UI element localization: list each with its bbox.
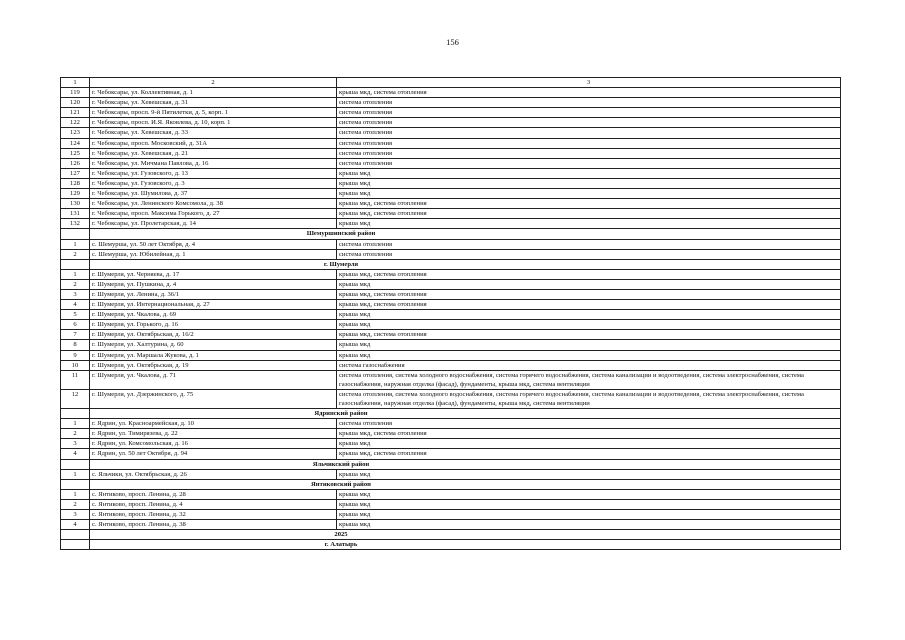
table-row bbox=[61, 199, 841, 209]
section-row bbox=[61, 229, 841, 239]
row-address: с. Янтиково, просп. Ленина, д. 38 bbox=[90, 520, 337, 530]
table-row bbox=[61, 148, 841, 158]
row-works: система отопления, система холодного водоснабжения, система горячего водоснабжения, система канализации и водоотведения, система электроснабжения, система газоснабжения, наружная отделка (фасад), фундаменты, крыша мкд, система вентиляции bbox=[337, 370, 841, 389]
row-number: 125 bbox=[61, 148, 90, 158]
section-heading: Яльчикский район bbox=[90, 459, 841, 469]
row-number: 1 bbox=[61, 269, 90, 279]
table-row bbox=[61, 340, 841, 350]
row-works: система отопления bbox=[337, 249, 841, 259]
section-spacer bbox=[61, 259, 90, 269]
row-works: крыша мкд bbox=[337, 350, 841, 360]
row-address: г. Ядрин, ул. 50 лет Октября, д. 94 bbox=[90, 449, 337, 459]
row-number: 12 bbox=[61, 389, 90, 408]
row-number: 127 bbox=[61, 168, 90, 178]
row-address: г. Шумерля, ул. Чкалова, д. 69 bbox=[90, 310, 337, 320]
row-number: 131 bbox=[61, 209, 90, 219]
row-works: крыша мкд bbox=[337, 189, 841, 199]
row-address: г. Ядрин, ул. Тимирязева, д. 22 bbox=[90, 429, 337, 439]
row-address: г. Шумерля, ул. Маршала Жукова, д. 1 bbox=[90, 350, 337, 360]
row-number: 4 bbox=[61, 449, 90, 459]
row-number: 1 bbox=[61, 239, 90, 249]
table-row bbox=[61, 520, 841, 530]
row-works: крыша мкд bbox=[337, 499, 841, 509]
row-address: с. Шемурша, ул. 50 лет Октября, д. 4 bbox=[90, 239, 337, 249]
row-address: г. Чебоксары, просп. И.Я. Яковлева, д. 10, корп. 1 bbox=[90, 118, 337, 128]
row-works: крыша мкд, система отопления bbox=[337, 289, 841, 299]
row-address: г. Чебоксары, ул. Гузовского, д. 13 bbox=[90, 168, 337, 178]
row-works: крыша мкд, система отопления bbox=[337, 88, 841, 98]
row-works: система отопления, система холодного водоснабжения, система горячего водоснабжения, система канализации и водоотведения, система электроснабжения, система газоснабжения, наружная отделка (фасад), фундаменты, крыша мкд, система вентиляции bbox=[337, 389, 841, 408]
section-spacer bbox=[61, 479, 90, 489]
row-number: 128 bbox=[61, 178, 90, 188]
row-works: крыша мкд, система отопления bbox=[337, 300, 841, 310]
row-number: 130 bbox=[61, 199, 90, 209]
table-row bbox=[61, 269, 841, 279]
row-number: 5 bbox=[61, 310, 90, 320]
table-row bbox=[61, 489, 841, 499]
row-address: г. Шумерля, ул. Черняева, д. 17 bbox=[90, 269, 337, 279]
row-works: система отопления bbox=[337, 138, 841, 148]
row-works: крыша мкд, система отопления bbox=[337, 449, 841, 459]
table-row bbox=[61, 320, 841, 330]
row-number: 4 bbox=[61, 520, 90, 530]
page-number: 156 bbox=[446, 37, 459, 47]
row-address: г. Шумерля, ул. Ленина, д. 36/1 bbox=[90, 289, 337, 299]
row-works: система отопления bbox=[337, 158, 841, 168]
row-address: г. Шумерля, ул. Дзержинского, д. 75 bbox=[90, 389, 337, 408]
row-number: 6 bbox=[61, 320, 90, 330]
row-number: 10 bbox=[61, 360, 90, 370]
row-number: 120 bbox=[61, 98, 90, 108]
row-works: крыша мкд, система отопления bbox=[337, 429, 841, 439]
row-works: крыша мкд bbox=[337, 310, 841, 320]
table-row bbox=[61, 370, 841, 389]
row-number: 1 bbox=[61, 489, 90, 499]
row-address: г. Шумерля, ул. Чкалова, д. 71 bbox=[90, 370, 337, 389]
table-row bbox=[61, 98, 841, 108]
row-works: крыша мкд bbox=[337, 469, 841, 479]
table-row bbox=[61, 108, 841, 118]
row-number: 2 bbox=[61, 429, 90, 439]
row-address: г. Чебоксары, ул. Шумилова, д. 37 bbox=[90, 189, 337, 199]
section-row bbox=[61, 459, 841, 469]
row-works: крыша мкд bbox=[337, 168, 841, 178]
row-address: г. Чебоксары, ул. Ленинского Комсомола, д. 38 bbox=[90, 199, 337, 209]
row-works: крыша мкд bbox=[337, 439, 841, 449]
row-address: г. Шумерля, ул. Горького, д. 16 bbox=[90, 320, 337, 330]
row-address: г. Ядрин, ул. Красноармейская, д. 10 bbox=[90, 419, 337, 429]
column-header-works: 3 bbox=[337, 78, 841, 88]
row-works: система газоснабжения bbox=[337, 360, 841, 370]
column-header-address: 2 bbox=[90, 78, 337, 88]
row-works: система отопления bbox=[337, 108, 841, 118]
row-number: 3 bbox=[61, 439, 90, 449]
row-address: г. Шумерля, ул. Пушкина, д. 4 bbox=[90, 279, 337, 289]
row-works: крыша мкд bbox=[337, 489, 841, 499]
row-works: крыша мкд bbox=[337, 320, 841, 330]
row-works: крыша мкд bbox=[337, 279, 841, 289]
repair-program-table bbox=[60, 77, 841, 550]
row-address: с. Янтиково, просп. Ленина, д. 28 bbox=[90, 489, 337, 499]
row-works: крыша мкд, система отопления bbox=[337, 269, 841, 279]
row-works: система отопления bbox=[337, 239, 841, 249]
row-works: крыша мкд bbox=[337, 520, 841, 530]
row-number: 121 bbox=[61, 108, 90, 118]
row-works: система отопления bbox=[337, 419, 841, 429]
section-heading: г. Алатырь bbox=[90, 540, 841, 550]
row-number: 2 bbox=[61, 499, 90, 509]
row-address: г. Шумерля, ул. Халтурина, д. 60 bbox=[90, 340, 337, 350]
row-works: крыша мкд bbox=[337, 340, 841, 350]
section-heading: г. Шумерля bbox=[90, 259, 841, 269]
table-row bbox=[61, 88, 841, 98]
section-spacer bbox=[61, 409, 90, 419]
table-row bbox=[61, 469, 841, 479]
table-row bbox=[61, 419, 841, 429]
row-address: г. Шумерля, ул. Интернациональная, д. 27 bbox=[90, 300, 337, 310]
row-number: 1 bbox=[61, 419, 90, 429]
table-row bbox=[61, 279, 841, 289]
row-address: г. Чебоксары, просп. 9-й Пятилетки, д. 5, корп. 1 bbox=[90, 108, 337, 118]
row-works: система отопления bbox=[337, 148, 841, 158]
row-works: крыша мкд bbox=[337, 510, 841, 520]
section-spacer bbox=[61, 459, 90, 469]
row-address: г. Чебоксары, ул. Хевешская, д. 33 bbox=[90, 128, 337, 138]
row-works: крыша мкд, система отопления bbox=[337, 209, 841, 219]
table-row bbox=[61, 178, 841, 188]
section-spacer bbox=[61, 530, 90, 540]
table-row bbox=[61, 289, 841, 299]
row-address: г. Чебоксары, ул. Пролетарская, д. 14 bbox=[90, 219, 337, 229]
row-works: крыша мкд, система отопления bbox=[337, 199, 841, 209]
table-row bbox=[61, 158, 841, 168]
row-number: 126 bbox=[61, 158, 90, 168]
row-number: 132 bbox=[61, 219, 90, 229]
column-header-number: 1 bbox=[61, 78, 90, 88]
table-row bbox=[61, 439, 841, 449]
row-number: 9 bbox=[61, 350, 90, 360]
table-row bbox=[61, 168, 841, 178]
row-address: с. Яльчики, ул. Октябрьская, д. 26 bbox=[90, 469, 337, 479]
row-number: 1 bbox=[61, 469, 90, 479]
table-header-row bbox=[61, 78, 841, 88]
row-number: 4 bbox=[61, 300, 90, 310]
row-address: с. Янтиково, просп. Ленина, д. 32 bbox=[90, 510, 337, 520]
row-number: 11 bbox=[61, 370, 90, 389]
row-number: 119 bbox=[61, 88, 90, 98]
row-number: 3 bbox=[61, 510, 90, 520]
row-number: 122 bbox=[61, 118, 90, 128]
section-row bbox=[61, 409, 841, 419]
row-number: 123 bbox=[61, 128, 90, 138]
table-row bbox=[61, 330, 841, 340]
row-number: 124 bbox=[61, 138, 90, 148]
row-number: 2 bbox=[61, 249, 90, 259]
section-row bbox=[61, 259, 841, 269]
row-address: г. Чебоксары, ул. Коллективная, д. 1 bbox=[90, 88, 337, 98]
table-row bbox=[61, 189, 841, 199]
row-address: г. Шумерля, ул. Октябрьская, д. 16/2 bbox=[90, 330, 337, 340]
table-row bbox=[61, 300, 841, 310]
row-number: 2 bbox=[61, 279, 90, 289]
row-address: г. Чебоксары, ул. Мичмана Павлова, д. 16 bbox=[90, 158, 337, 168]
table-row bbox=[61, 449, 841, 459]
table-row bbox=[61, 510, 841, 520]
row-works: крыша мкд bbox=[337, 178, 841, 188]
section-heading: Ядринский район bbox=[90, 409, 841, 419]
table-row bbox=[61, 350, 841, 360]
row-number: 8 bbox=[61, 340, 90, 350]
section-row bbox=[61, 540, 841, 550]
table-row bbox=[61, 499, 841, 509]
table-row bbox=[61, 219, 841, 229]
section-spacer bbox=[61, 540, 90, 550]
table-row bbox=[61, 118, 841, 128]
table-row bbox=[61, 138, 841, 148]
row-address: г. Чебоксары, ул. Хевешская, д. 21 bbox=[90, 148, 337, 158]
row-address: с. Янтиково, просп. Ленина, д. 4 bbox=[90, 499, 337, 509]
row-number: 7 bbox=[61, 330, 90, 340]
section-heading: Янтиковский район bbox=[90, 479, 841, 489]
row-works: крыша мкд bbox=[337, 219, 841, 229]
row-works: система отопления bbox=[337, 118, 841, 128]
row-address: г. Чебоксары, ул. Гузовского, д. 3 bbox=[90, 178, 337, 188]
section-heading: Шемуршинский район bbox=[90, 229, 841, 239]
table-row bbox=[61, 209, 841, 219]
row-address: г. Чебоксары, просп. Максима Горького, д. 27 bbox=[90, 209, 337, 219]
row-address: г. Чебоксары, просп. Московский, д. 31А bbox=[90, 138, 337, 148]
row-address: г. Шумерля, ул. Октябрьская, д. 19 bbox=[90, 360, 337, 370]
year-row bbox=[61, 530, 841, 540]
table-row bbox=[61, 239, 841, 249]
section-spacer bbox=[61, 229, 90, 239]
table-row bbox=[61, 389, 841, 408]
year-heading: 2025 bbox=[90, 530, 841, 540]
section-row bbox=[61, 479, 841, 489]
row-works: крыша мкд, система отопления bbox=[337, 330, 841, 340]
row-address: г. Ядрин, ул. Комсомольская, д. 16 bbox=[90, 439, 337, 449]
row-number: 3 bbox=[61, 289, 90, 299]
table-row bbox=[61, 249, 841, 259]
row-address: с. Шемурша, ул. Юбилейная, д. 1 bbox=[90, 249, 337, 259]
row-works: система отопления bbox=[337, 128, 841, 138]
table-row bbox=[61, 360, 841, 370]
table-row bbox=[61, 429, 841, 439]
row-number: 129 bbox=[61, 189, 90, 199]
row-address: г. Чебоксары, ул. Хевешская, д. 31 bbox=[90, 98, 337, 108]
table-row bbox=[61, 128, 841, 138]
table-row bbox=[61, 310, 841, 320]
row-works: система отопления bbox=[337, 98, 841, 108]
